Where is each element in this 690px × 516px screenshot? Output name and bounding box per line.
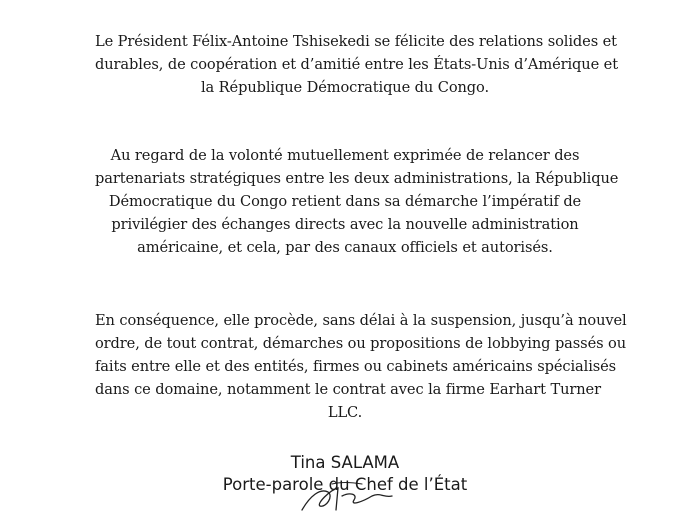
paragraph-partnerships <box>95 144 619 259</box>
paragraph-line: dans ce domaine, notamment le contrat avec la firme Earhart Turner <box>95 381 601 398</box>
signatory-name: Tina SALAMA <box>290 453 400 472</box>
paragraph-line: En conséquence, elle procède, sans délai à la suspension, jusqu’à nouvel <box>95 312 627 329</box>
paragraph-line: faits entre elle et des entités, firmes ou cabinets américains spécialisés <box>95 358 617 375</box>
paragraph-line: privilégier des échanges directs avec la nouvelle administration <box>111 216 579 233</box>
paragraph-line: Au regard de la volonté mutuellement exprimée de relancer des <box>110 147 580 164</box>
paragraph-line: Le Président Félix-Antoine Tshisekedi se félicite des relations solides et <box>95 33 617 50</box>
paragraph-line: partenariats stratégiques entre les deux administrations, la République <box>95 170 619 187</box>
paragraph-line: LLC. <box>327 404 363 421</box>
paragraph-suspension <box>95 309 627 424</box>
paragraph-line: américaine, et cela, par des canaux officiels et autorisés. <box>137 239 553 256</box>
paragraph-line: la République Démocratique du Congo. <box>200 79 490 96</box>
paragraph-line: Démocratique du Congo retient dans sa démarche l’impératif de <box>108 193 582 210</box>
paragraph-line: durables, de coopération et d’amitié entre les États-Unis d’Amérique et <box>95 56 618 73</box>
paragraph-relations <box>95 30 618 99</box>
paragraph-line: ordre, de tout contrat, démarches ou propositions de lobbying passés ou <box>95 335 627 352</box>
signatory-title: Porte-parole du Chef de l’État <box>222 475 468 494</box>
